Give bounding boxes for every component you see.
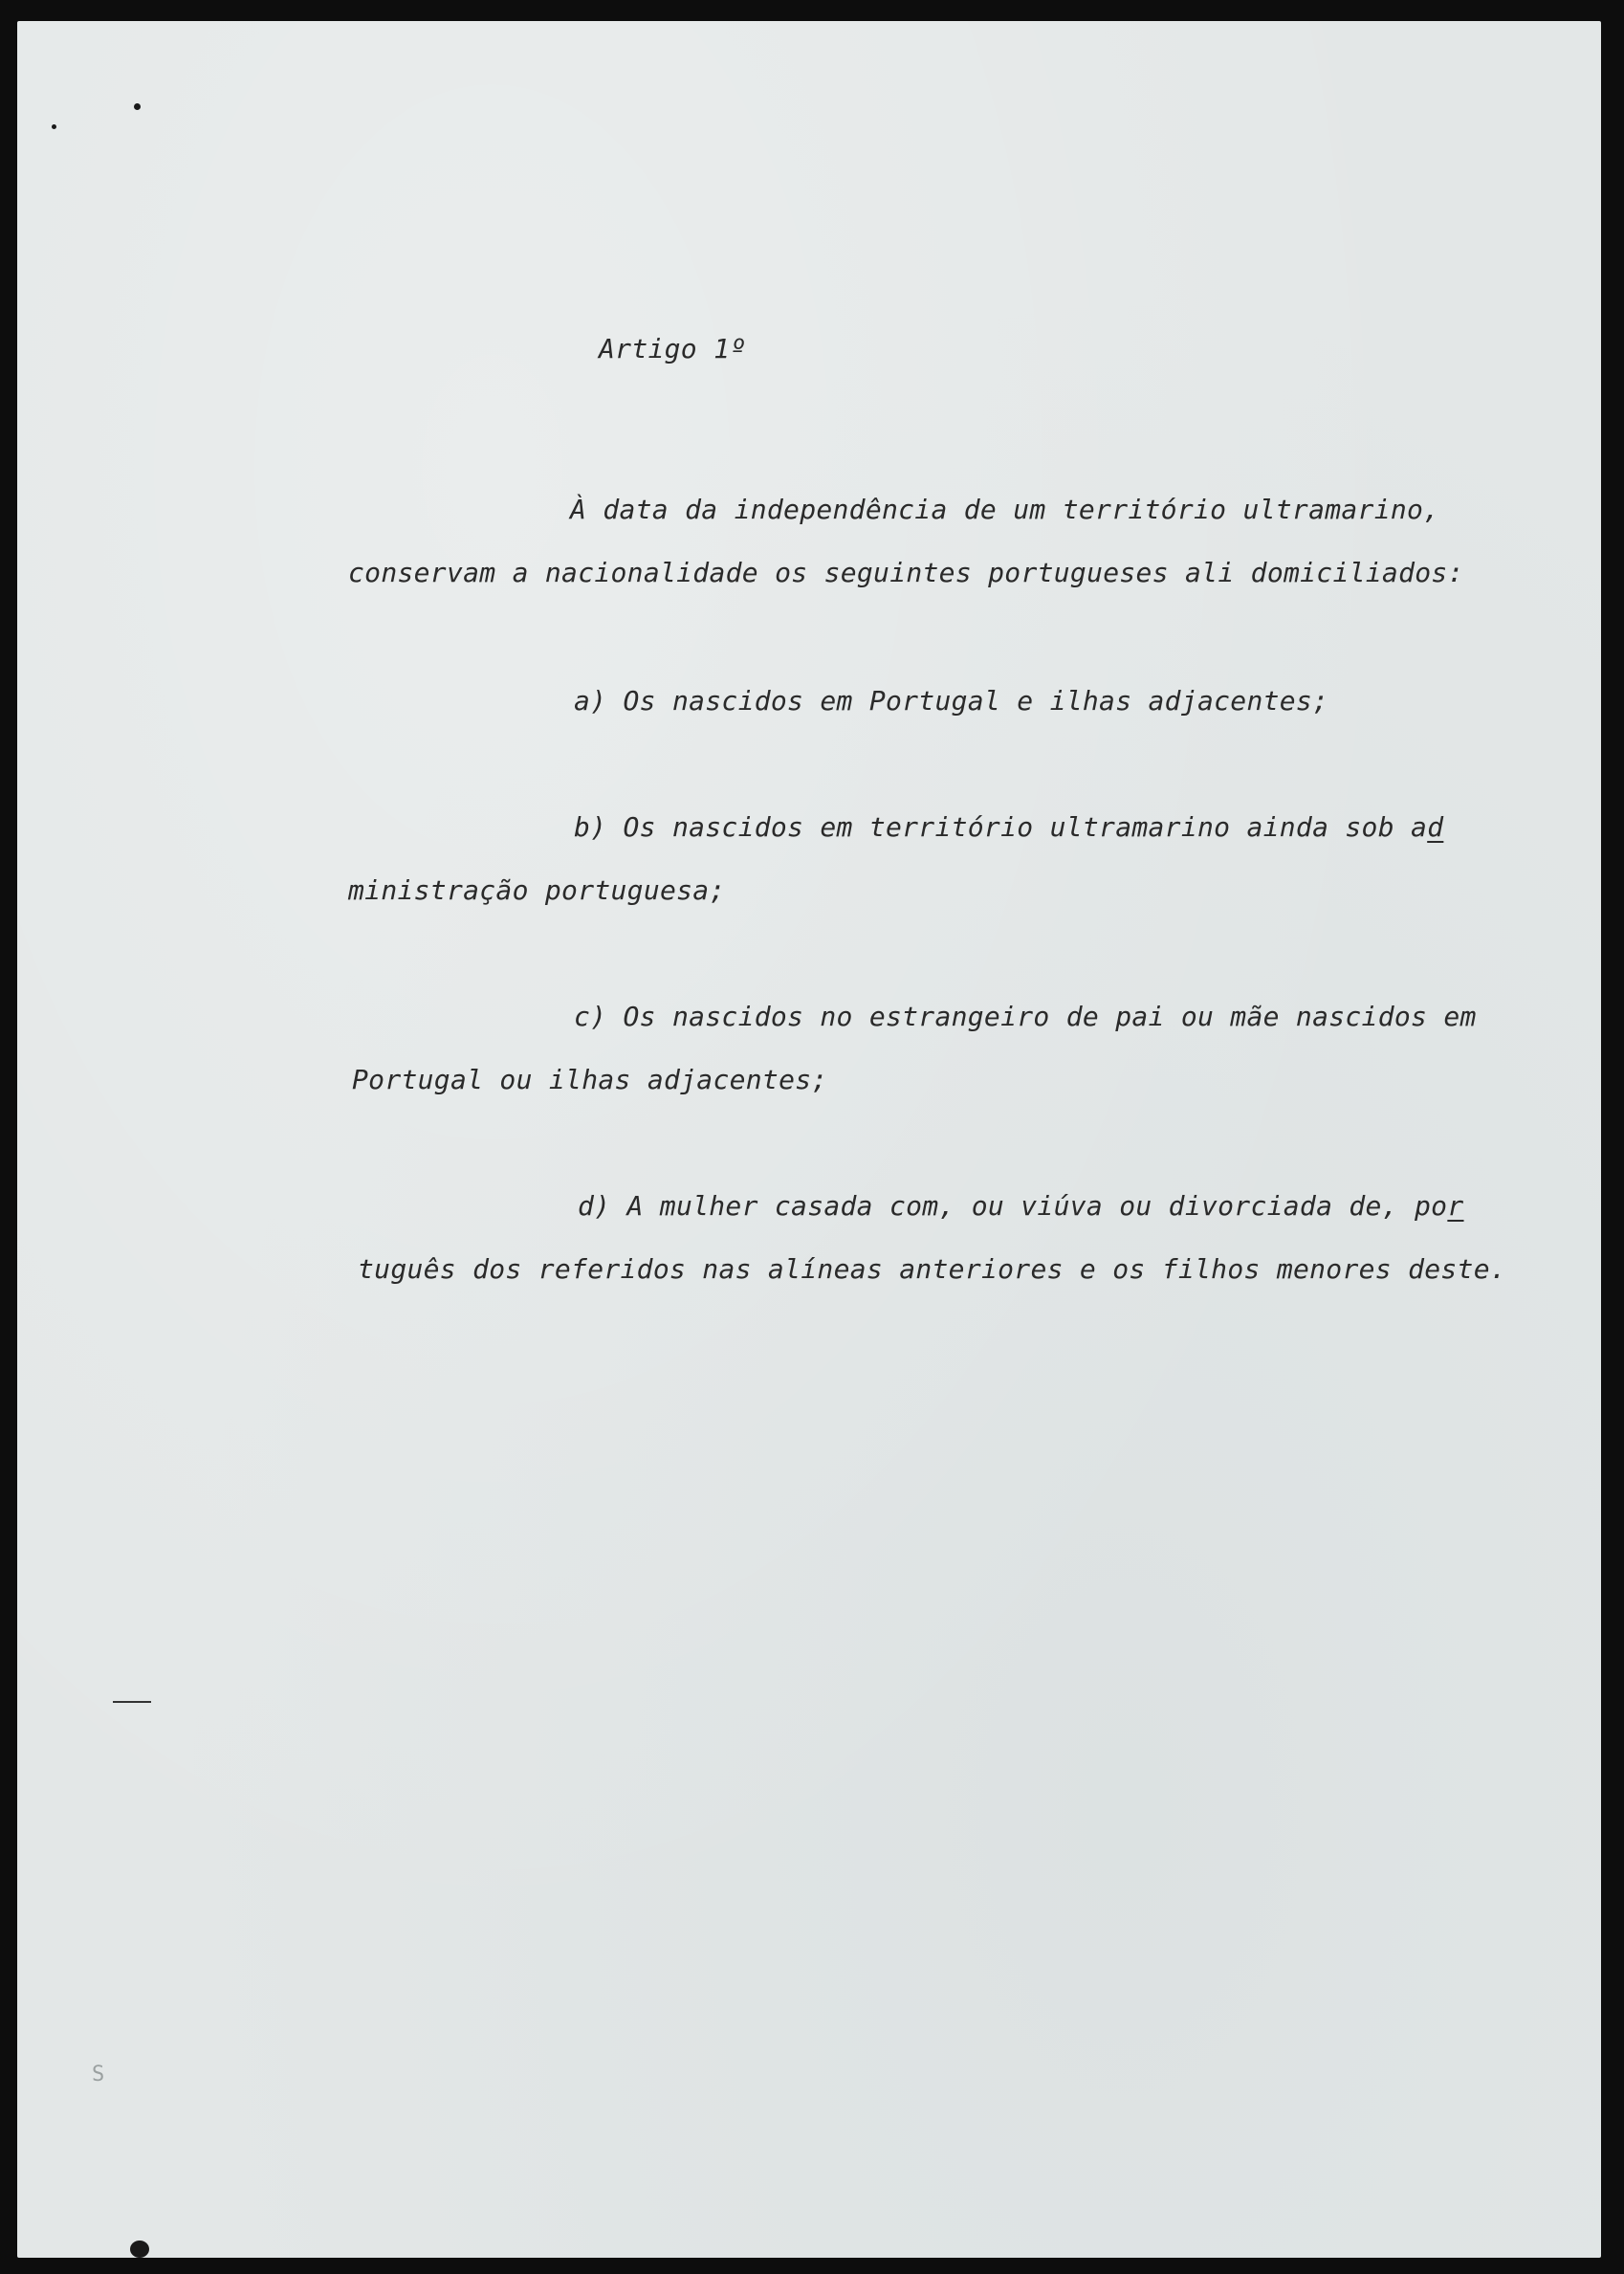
item-b-line-1 [574, 811, 1443, 843]
item-c-line-1: c) Os nascidos no estrangeiro de pai ou mãe nascidos em [574, 1001, 1477, 1032]
intro-line-1: À data da independência de um território ultramarino, [570, 494, 1440, 525]
paper-sheet [17, 21, 1601, 2258]
article-heading: Artigo 1º [599, 333, 747, 364]
item-a: a) Os nascidos em Portugal e ilhas adjacentes; [574, 685, 1329, 717]
margin-mark: S [92, 2063, 105, 2086]
item-d-line-1-text: d) A mulher casada com, ou viúva ou divorciada de, po [578, 1190, 1448, 1222]
intro-line-2: conservam a nacionalidade os seguintes portugueses ali domiciliados: [348, 557, 1464, 588]
item-b-underlined: d [1427, 811, 1444, 843]
item-d-line-2: tuguês dos referidos nas alíneas anteriores e os filhos menores deste. [358, 1253, 1507, 1285]
hole-mark [130, 2241, 149, 2258]
margin-dash [113, 1701, 151, 1703]
item-b-line-2: ministração portuguesa; [348, 874, 726, 906]
item-d-underlined: r [1447, 1190, 1464, 1222]
item-c-line-2: Portugal ou ilhas adjacentes; [352, 1064, 828, 1095]
ink-speck [134, 103, 141, 110]
ink-speck [52, 124, 56, 129]
item-b-line-1-text: b) Os nascidos em território ultramarino ainda sob a [574, 811, 1428, 843]
item-d-line-1 [578, 1190, 1464, 1222]
